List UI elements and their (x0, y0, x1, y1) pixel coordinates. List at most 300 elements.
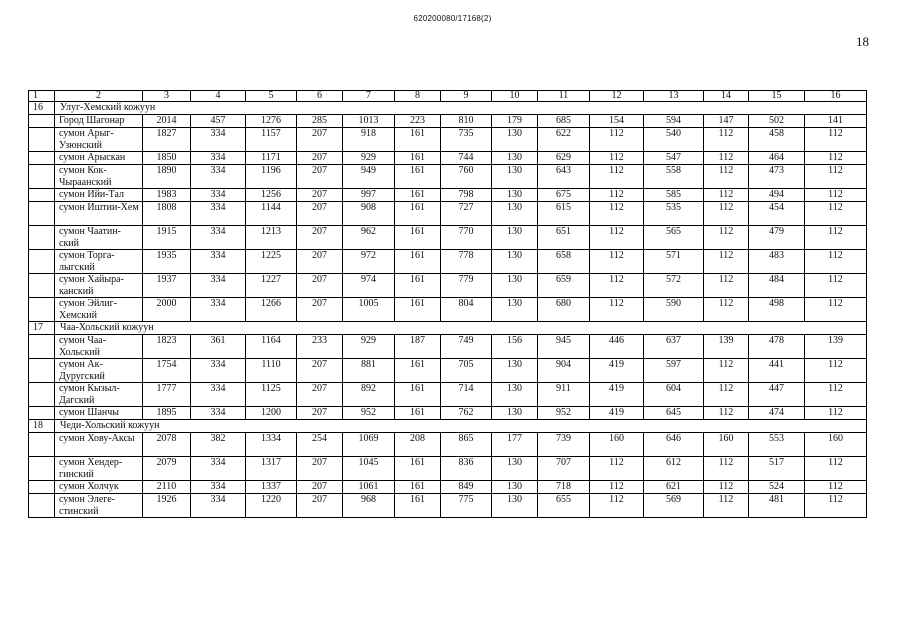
section-number: 18 (29, 420, 55, 433)
value-cell: 1926 (143, 494, 191, 518)
value-cell: 594 (644, 115, 704, 128)
value-cell: 161 (395, 298, 441, 322)
value-cell: 161 (395, 359, 441, 383)
value-cell: 334 (191, 189, 246, 202)
value-cell: 464 (749, 152, 805, 165)
settlement-name: сумон Ак-Дуругский (55, 359, 143, 383)
value-cell: 334 (191, 152, 246, 165)
value-cell: 112 (590, 189, 644, 202)
column-number-cell: 7 (343, 91, 395, 102)
value-cell: 112 (805, 407, 867, 420)
value-cell: 918 (343, 128, 395, 152)
value-cell: 727 (441, 202, 492, 226)
value-cell: 112 (805, 457, 867, 481)
value-cell: 207 (297, 274, 343, 298)
value-cell: 147 (704, 115, 749, 128)
value-cell: 112 (805, 494, 867, 518)
section-header-row (29, 102, 867, 115)
row-index-cell (29, 298, 55, 322)
table-row (29, 165, 867, 189)
value-cell: 207 (297, 298, 343, 322)
value-cell: 419 (590, 407, 644, 420)
value-cell: 643 (538, 165, 590, 189)
row-index-cell (29, 189, 55, 202)
value-cell: 334 (191, 165, 246, 189)
row-index-cell (29, 115, 55, 128)
value-cell: 911 (538, 383, 590, 407)
value-cell: 707 (538, 457, 590, 481)
value-cell: 2000 (143, 298, 191, 322)
value-cell: 334 (191, 298, 246, 322)
value-cell: 207 (297, 359, 343, 383)
value-cell: 112 (704, 202, 749, 226)
value-cell: 207 (297, 202, 343, 226)
value-cell: 718 (538, 481, 590, 494)
value-cell: 161 (395, 189, 441, 202)
value-cell: 479 (749, 226, 805, 250)
table-row (29, 457, 867, 481)
value-cell: 334 (191, 202, 246, 226)
value-cell: 334 (191, 128, 246, 152)
value-cell: 112 (704, 407, 749, 420)
value-cell: 112 (704, 494, 749, 518)
value-cell: 454 (749, 202, 805, 226)
value-cell: 361 (191, 335, 246, 359)
value-cell: 1256 (246, 189, 297, 202)
value-cell: 112 (805, 202, 867, 226)
value-cell: 680 (538, 298, 590, 322)
value-cell: 208 (395, 433, 441, 457)
row-index-cell (29, 383, 55, 407)
settlement-name: сумон Кок-Чыраанский (55, 165, 143, 189)
value-cell: 112 (704, 226, 749, 250)
value-cell: 810 (441, 115, 492, 128)
value-cell: 962 (343, 226, 395, 250)
value-cell: 798 (441, 189, 492, 202)
value-cell: 524 (749, 481, 805, 494)
column-number-cell: 1 (29, 91, 55, 102)
value-cell: 1220 (246, 494, 297, 518)
value-cell: 483 (749, 250, 805, 274)
value-cell: 207 (297, 165, 343, 189)
row-index-cell (29, 226, 55, 250)
value-cell: 1125 (246, 383, 297, 407)
value-cell: 929 (343, 335, 395, 359)
value-cell: 1213 (246, 226, 297, 250)
value-cell: 658 (538, 250, 590, 274)
value-cell: 233 (297, 335, 343, 359)
value-cell: 1171 (246, 152, 297, 165)
value-cell: 1983 (143, 189, 191, 202)
value-cell: 112 (704, 128, 749, 152)
value-cell: 112 (590, 202, 644, 226)
value-cell: 651 (538, 226, 590, 250)
value-cell: 1200 (246, 407, 297, 420)
value-cell: 112 (805, 359, 867, 383)
value-cell: 447 (749, 383, 805, 407)
value-cell: 881 (343, 359, 395, 383)
settlement-name: сумон Хендер-гинский (55, 457, 143, 481)
value-cell: 547 (644, 152, 704, 165)
value-cell: 705 (441, 359, 492, 383)
value-cell: 112 (590, 250, 644, 274)
settlement-name: сумон Ийи-Тал (55, 189, 143, 202)
value-cell: 223 (395, 115, 441, 128)
value-cell: 161 (395, 250, 441, 274)
value-cell: 457 (191, 115, 246, 128)
column-number-cell: 10 (492, 91, 538, 102)
value-cell: 207 (297, 152, 343, 165)
value-cell: 207 (297, 250, 343, 274)
value-cell: 494 (749, 189, 805, 202)
column-number-cell: 12 (590, 91, 644, 102)
rates-table (28, 90, 867, 518)
value-cell: 156 (492, 335, 538, 359)
value-cell: 187 (395, 335, 441, 359)
column-number-cell: 4 (191, 91, 246, 102)
settlement-name: сумон Шанчы (55, 407, 143, 420)
value-cell: 1266 (246, 298, 297, 322)
table-row (29, 433, 867, 457)
value-cell: 160 (704, 433, 749, 457)
row-index-cell (29, 202, 55, 226)
value-cell: 161 (395, 165, 441, 189)
value-cell: 161 (395, 457, 441, 481)
settlement-name: сумон Чаатин-ский (55, 226, 143, 250)
value-cell: 1754 (143, 359, 191, 383)
value-cell: 130 (492, 152, 538, 165)
value-cell: 749 (441, 335, 492, 359)
value-cell: 112 (704, 457, 749, 481)
table-row (29, 335, 867, 359)
value-cell: 112 (805, 189, 867, 202)
value-cell: 112 (704, 481, 749, 494)
value-cell: 334 (191, 494, 246, 518)
value-cell: 130 (492, 359, 538, 383)
table-row (29, 494, 867, 518)
table-row (29, 128, 867, 152)
value-cell: 334 (191, 383, 246, 407)
value-cell: 478 (749, 335, 805, 359)
value-cell: 1935 (143, 250, 191, 274)
settlement-name: сумон Хову-Аксы (55, 433, 143, 457)
value-cell: 161 (395, 407, 441, 420)
value-cell: 112 (590, 165, 644, 189)
value-cell: 974 (343, 274, 395, 298)
column-number-cell: 9 (441, 91, 492, 102)
value-cell: 161 (395, 494, 441, 518)
value-cell: 207 (297, 494, 343, 518)
value-cell: 685 (538, 115, 590, 128)
value-cell: 334 (191, 457, 246, 481)
value-cell: 112 (590, 152, 644, 165)
value-cell: 130 (492, 189, 538, 202)
value-cell: 154 (590, 115, 644, 128)
table-row (29, 152, 867, 165)
value-cell: 139 (704, 335, 749, 359)
column-number-cell: 14 (704, 91, 749, 102)
value-cell: 112 (590, 481, 644, 494)
value-cell: 778 (441, 250, 492, 274)
settlement-name: сумон Хайыра-канский (55, 274, 143, 298)
value-cell: 558 (644, 165, 704, 189)
table-row (29, 481, 867, 494)
value-cell: 160 (805, 433, 867, 457)
section-header-row (29, 322, 867, 335)
value-cell: 659 (538, 274, 590, 298)
value-cell: 130 (492, 481, 538, 494)
row-index-cell (29, 494, 55, 518)
settlement-name: Город Шагонар (55, 115, 143, 128)
value-cell: 972 (343, 250, 395, 274)
value-cell: 130 (492, 298, 538, 322)
value-cell: 112 (704, 152, 749, 165)
section-title: Чаа-Хольский кожуун (55, 322, 867, 335)
value-cell: 207 (297, 457, 343, 481)
value-cell: 739 (538, 433, 590, 457)
value-cell: 334 (191, 359, 246, 383)
value-cell: 179 (492, 115, 538, 128)
value-cell: 2110 (143, 481, 191, 494)
value-cell: 1317 (246, 457, 297, 481)
value-cell: 1808 (143, 202, 191, 226)
value-cell: 139 (805, 335, 867, 359)
value-cell: 161 (395, 481, 441, 494)
value-cell: 735 (441, 128, 492, 152)
value-cell: 112 (704, 274, 749, 298)
section-title: Чеди-Хольский кожуун (55, 420, 867, 433)
value-cell: 112 (805, 250, 867, 274)
value-cell: 572 (644, 274, 704, 298)
value-cell: 604 (644, 383, 704, 407)
value-cell: 474 (749, 407, 805, 420)
table-row (29, 298, 867, 322)
settlement-name: сумон Кызыл-Дагский (55, 383, 143, 407)
value-cell: 419 (590, 383, 644, 407)
value-cell: 130 (492, 226, 538, 250)
value-cell: 112 (590, 226, 644, 250)
value-cell: 473 (749, 165, 805, 189)
value-cell: 112 (590, 298, 644, 322)
value-cell: 908 (343, 202, 395, 226)
value-cell: 458 (749, 128, 805, 152)
value-cell: 775 (441, 494, 492, 518)
value-cell: 675 (538, 189, 590, 202)
value-cell: 130 (492, 407, 538, 420)
value-cell: 112 (805, 298, 867, 322)
value-cell: 112 (704, 359, 749, 383)
settlement-name: сумон Эйлиг-Хемский (55, 298, 143, 322)
settlement-name: сумон Чаа-Хольский (55, 335, 143, 359)
settlement-name: сумон Элеге-стинский (55, 494, 143, 518)
value-cell: 112 (805, 383, 867, 407)
value-cell: 590 (644, 298, 704, 322)
value-cell: 207 (297, 383, 343, 407)
value-cell: 130 (492, 202, 538, 226)
value-cell: 112 (704, 298, 749, 322)
value-cell: 968 (343, 494, 395, 518)
value-cell: 1164 (246, 335, 297, 359)
column-number-cell: 2 (55, 91, 143, 102)
column-number-cell: 15 (749, 91, 805, 102)
value-cell: 141 (805, 115, 867, 128)
value-cell: 1061 (343, 481, 395, 494)
table-row (29, 202, 867, 226)
section-number: 17 (29, 322, 55, 335)
value-cell: 553 (749, 433, 805, 457)
value-cell: 1777 (143, 383, 191, 407)
value-cell: 646 (644, 433, 704, 457)
value-cell: 629 (538, 152, 590, 165)
value-cell: 130 (492, 274, 538, 298)
value-cell: 904 (538, 359, 590, 383)
value-cell: 207 (297, 189, 343, 202)
value-cell: 612 (644, 457, 704, 481)
value-cell: 597 (644, 359, 704, 383)
value-cell: 517 (749, 457, 805, 481)
column-number-cell: 6 (297, 91, 343, 102)
value-cell: 161 (395, 383, 441, 407)
value-cell: 637 (644, 335, 704, 359)
value-cell: 865 (441, 433, 492, 457)
value-cell: 949 (343, 165, 395, 189)
row-index-cell (29, 335, 55, 359)
row-index-cell (29, 481, 55, 494)
value-cell: 804 (441, 298, 492, 322)
value-cell: 207 (297, 226, 343, 250)
value-cell: 1334 (246, 433, 297, 457)
value-cell: 285 (297, 115, 343, 128)
value-cell: 112 (704, 165, 749, 189)
row-index-cell (29, 250, 55, 274)
value-cell: 952 (343, 407, 395, 420)
value-cell: 621 (644, 481, 704, 494)
value-cell: 540 (644, 128, 704, 152)
value-cell: 161 (395, 152, 441, 165)
value-cell: 1850 (143, 152, 191, 165)
column-number-cell: 13 (644, 91, 704, 102)
value-cell: 1069 (343, 433, 395, 457)
row-index-cell (29, 165, 55, 189)
value-cell: 161 (395, 202, 441, 226)
page-number: 18 (856, 34, 869, 49)
value-cell: 1337 (246, 481, 297, 494)
value-cell: 645 (644, 407, 704, 420)
value-cell: 161 (395, 274, 441, 298)
value-cell: 130 (492, 383, 538, 407)
value-cell: 112 (590, 494, 644, 518)
value-cell: 446 (590, 335, 644, 359)
value-cell: 177 (492, 433, 538, 457)
value-cell: 714 (441, 383, 492, 407)
value-cell: 498 (749, 298, 805, 322)
value-cell: 419 (590, 359, 644, 383)
value-cell: 207 (297, 407, 343, 420)
value-cell: 334 (191, 407, 246, 420)
value-cell: 849 (441, 481, 492, 494)
value-cell: 254 (297, 433, 343, 457)
settlement-name: сумон Торга-лыгский (55, 250, 143, 274)
table-row (29, 226, 867, 250)
value-cell: 334 (191, 481, 246, 494)
value-cell: 484 (749, 274, 805, 298)
row-index-cell (29, 359, 55, 383)
value-cell: 744 (441, 152, 492, 165)
value-cell: 382 (191, 433, 246, 457)
value-cell: 112 (704, 383, 749, 407)
value-cell: 112 (805, 226, 867, 250)
value-cell: 130 (492, 165, 538, 189)
settlement-name: сумон Арыскан (55, 152, 143, 165)
row-index-cell (29, 152, 55, 165)
value-cell: 130 (492, 494, 538, 518)
table-row (29, 250, 867, 274)
value-cell: 2014 (143, 115, 191, 128)
value-cell: 585 (644, 189, 704, 202)
value-cell: 655 (538, 494, 590, 518)
value-cell: 1823 (143, 335, 191, 359)
value-cell: 160 (590, 433, 644, 457)
table-row (29, 359, 867, 383)
value-cell: 1144 (246, 202, 297, 226)
value-cell: 502 (749, 115, 805, 128)
value-cell: 997 (343, 189, 395, 202)
value-cell: 441 (749, 359, 805, 383)
value-cell: 762 (441, 407, 492, 420)
section-title: Улуг-Хемский кожуун (55, 102, 867, 115)
column-number-cell: 5 (246, 91, 297, 102)
value-cell: 112 (805, 128, 867, 152)
table-row (29, 274, 867, 298)
row-index-cell (29, 128, 55, 152)
value-cell: 207 (297, 481, 343, 494)
value-cell: 112 (805, 274, 867, 298)
value-cell: 112 (590, 457, 644, 481)
table-row (29, 189, 867, 202)
section-number: 16 (29, 102, 55, 115)
settlement-name: сумон Холчук (55, 481, 143, 494)
row-index-cell (29, 274, 55, 298)
value-cell: 1227 (246, 274, 297, 298)
value-cell: 1196 (246, 165, 297, 189)
value-cell: 770 (441, 226, 492, 250)
value-cell: 892 (343, 383, 395, 407)
value-cell: 161 (395, 128, 441, 152)
value-cell: 952 (538, 407, 590, 420)
value-cell: 112 (805, 165, 867, 189)
value-cell: 1045 (343, 457, 395, 481)
value-cell: 130 (492, 250, 538, 274)
row-index-cell (29, 433, 55, 457)
column-number-cell: 11 (538, 91, 590, 102)
value-cell: 334 (191, 274, 246, 298)
value-cell: 112 (704, 250, 749, 274)
value-cell: 2078 (143, 433, 191, 457)
value-cell: 334 (191, 226, 246, 250)
value-cell: 569 (644, 494, 704, 518)
section-header-row (29, 420, 867, 433)
value-cell: 1937 (143, 274, 191, 298)
value-cell: 1013 (343, 115, 395, 128)
value-cell: 130 (492, 457, 538, 481)
value-cell: 565 (644, 226, 704, 250)
value-cell: 161 (395, 226, 441, 250)
table-row (29, 407, 867, 420)
value-cell: 760 (441, 165, 492, 189)
table-row (29, 115, 867, 128)
value-cell: 615 (538, 202, 590, 226)
settlement-name: сумон Иштии-Хем (55, 202, 143, 226)
